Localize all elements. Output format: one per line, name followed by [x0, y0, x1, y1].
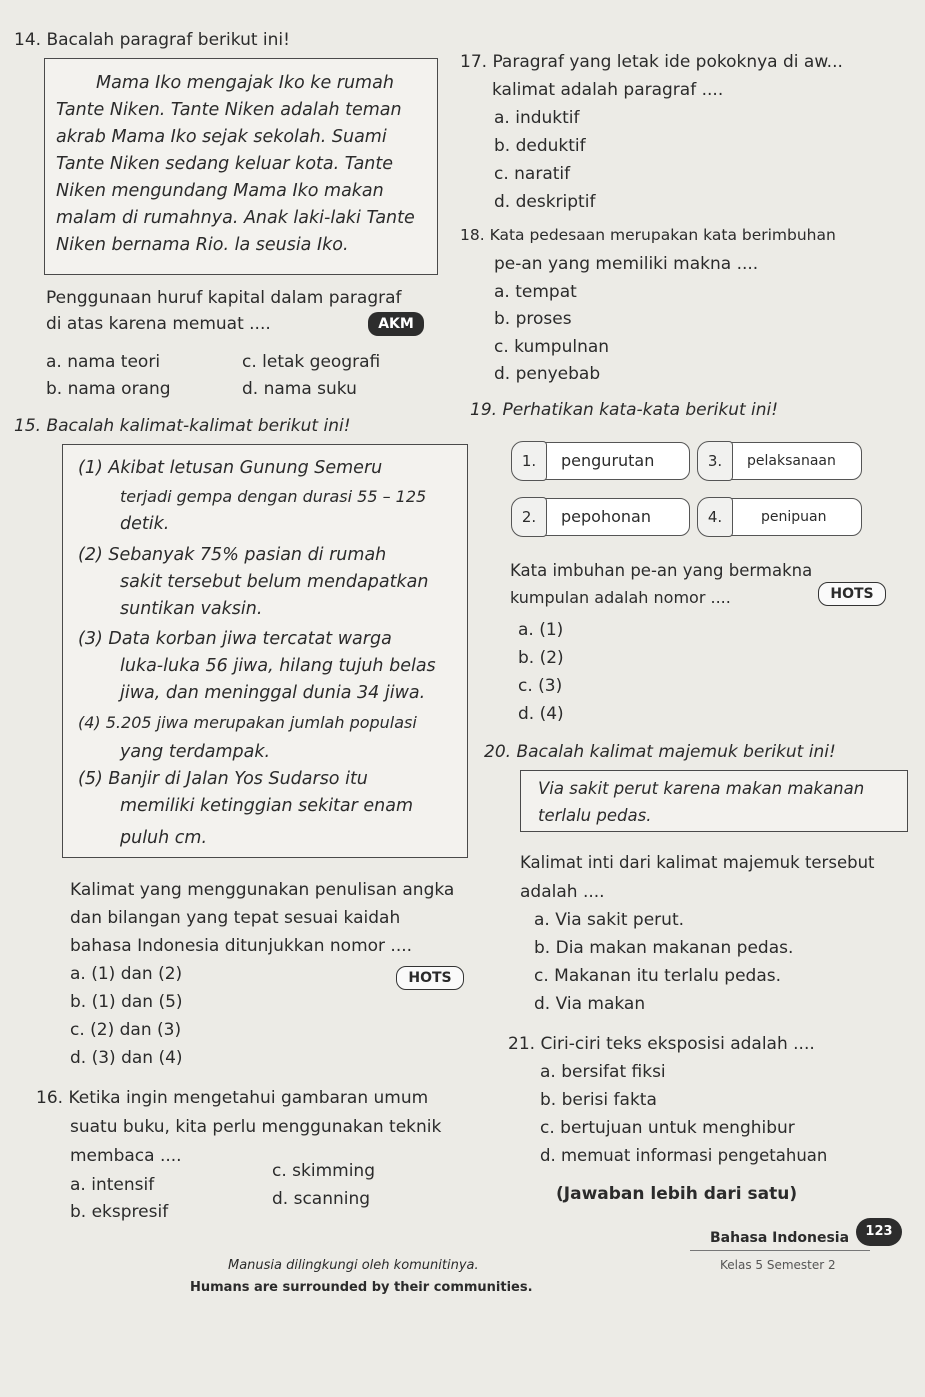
q14-question-line: di atas karena memuat ....: [46, 314, 271, 334]
q18-question-line: pe-an yang memiliki makna ....: [494, 254, 759, 274]
q19-word-number: 4.: [697, 497, 733, 537]
q17-question-line: kalimat adalah paragraf ....: [492, 80, 724, 100]
q20-question-line: adalah ....: [520, 882, 605, 902]
q14-passage-line: Niken mengundang Mama Iko makan: [56, 181, 384, 201]
q16-option-d[interactable]: d. scanning: [272, 1189, 371, 1209]
q16-option-a[interactable]: a. intensif: [70, 1175, 155, 1195]
q16-option-b[interactable]: b. ekspresif: [70, 1202, 169, 1222]
q16-option-c[interactable]: c. skimming: [272, 1161, 375, 1181]
q14-option-b[interactable]: b. nama orang: [46, 379, 171, 399]
q19-word-number: 1.: [511, 441, 547, 481]
q17-question-line: 17. Paragraf yang letak ide pokoknya di aw...: [460, 52, 843, 72]
q19-word-3: [698, 442, 862, 480]
hots-badge: HOTS: [396, 966, 464, 990]
q15-question-line: dan bilangan yang tepat sesuai kaidah: [70, 908, 401, 928]
q16-question-line: membaca ....: [70, 1146, 182, 1166]
q15-option-a[interactable]: a. (1) dan (2): [70, 964, 183, 984]
grade-label: Kelas 5 Semester 2: [720, 1258, 836, 1272]
q15-sentence-line: suntikan vaksin.: [120, 599, 263, 619]
q14-title: 14. Bacalah paragraf berikut ini!: [14, 30, 290, 50]
q14-passage-line: Tante Niken sedang keluar kota. Tante: [56, 154, 394, 174]
motto-english: Humans are surrounded by their communities.: [190, 1280, 533, 1295]
q15-sentence-line: luka-luka 56 jiwa, hilang tujuh belas: [120, 656, 436, 676]
q20-option-d[interactable]: d. Via makan: [534, 994, 646, 1014]
q15-sentence-line: detik.: [120, 514, 170, 534]
q15-sentence-line: jiwa, dan meninggal dunia 34 jiwa.: [120, 683, 426, 703]
q19-question-line: Kata imbuhan pe-an yang bermakna: [510, 561, 813, 580]
q15-sentence-line: (5) Banjir di Jalan Yos Sudarso itu: [78, 769, 368, 789]
q20-option-c[interactable]: c. Makanan itu terlalu pedas.: [534, 966, 782, 986]
q18-question-line: 18. Kata pedesaan merupakan kata berimbuhan: [460, 226, 836, 244]
q14-option-a[interactable]: a. nama teori: [46, 352, 161, 372]
q15-option-b[interactable]: b. (1) dan (5): [70, 992, 183, 1012]
q18-option-b[interactable]: b. proses: [494, 309, 572, 329]
q19-word-2: [512, 498, 690, 536]
q19-option-c[interactable]: c. (3): [518, 676, 563, 696]
q17-option-a[interactable]: a. induktif: [494, 108, 580, 128]
q20-sentence-line: Via sakit perut karena makan makanan: [538, 779, 865, 798]
q16-question-line: 16. Ketika ingin mengetahui gambaran umum: [36, 1088, 429, 1108]
q21-note: (Jawaban lebih dari satu): [556, 1184, 798, 1204]
q21-option-b[interactable]: b. berisi fakta: [540, 1090, 657, 1110]
q15-question-line: bahasa Indonesia ditunjukkan nomor ....: [70, 936, 413, 956]
q21-option-a[interactable]: a. bersifat fiksi: [540, 1062, 666, 1082]
q15-sentence-line: (3) Data korban jiwa tercatat warga: [78, 629, 392, 649]
q14-option-c[interactable]: c. letak geografi: [242, 352, 381, 372]
q21-option-c[interactable]: c. bertujuan untuk menghibur: [540, 1118, 795, 1138]
motto-indonesian: Manusia dilingkungi oleh komunitinya.: [228, 1258, 479, 1273]
q19-word-number: 3.: [697, 441, 733, 481]
subject-label: Bahasa Indonesia: [710, 1230, 850, 1246]
akm-badge: AKM: [368, 312, 424, 336]
q19-option-d[interactable]: d. (4): [518, 704, 564, 724]
page-number: 123: [856, 1218, 902, 1246]
q15-sentence-line: memiliki ketinggian sekitar enam: [120, 796, 414, 816]
q19-word-label: pengurutan: [561, 451, 655, 470]
q19-word-1: [512, 442, 690, 480]
q15-sentence-line: (4) 5.205 jiwa merupakan jumlah populasi: [78, 713, 417, 732]
q19-word-label: pelaksanaan: [747, 453, 836, 469]
q18-option-a[interactable]: a. tempat: [494, 282, 577, 302]
footer-divider: [690, 1250, 870, 1251]
q18-option-c[interactable]: c. kumpulnan: [494, 337, 610, 357]
q15-sentence-line: (2) Sebanyak 75% pasian di rumah: [78, 545, 387, 565]
q15-option-d[interactable]: d. (3) dan (4): [70, 1048, 183, 1068]
q21-question: 21. Ciri-ciri teks eksposisi adalah ....: [508, 1034, 815, 1054]
q19-option-a[interactable]: a. (1): [518, 620, 564, 640]
q15-sentence-line: terjadi gempa dengan durasi 55 – 125: [120, 487, 427, 506]
q20-option-a[interactable]: a. Via sakit perut.: [534, 910, 685, 930]
q20-question-line: Kalimat inti dari kalimat majemuk tersebut: [520, 853, 875, 872]
q14-passage-line: Tante Niken. Tante Niken adalah teman: [56, 100, 402, 120]
q19-word-number: 2.: [511, 497, 547, 537]
q20-option-b[interactable]: b. Dia makan makanan pedas.: [534, 938, 794, 958]
q15-sentence-line: sakit tersebut belum mendapatkan: [120, 572, 429, 592]
q14-passage-line: malam di rumahnya. Anak laki-laki Tante: [56, 208, 415, 228]
q16-question-line: suatu buku, kita perlu menggunakan teknik: [70, 1117, 442, 1137]
q15-question-line: Kalimat yang menggunakan penulisan angka: [70, 880, 455, 900]
q19-word-4: [698, 498, 862, 536]
q14-option-d[interactable]: d. nama suku: [242, 379, 357, 399]
q19-option-b[interactable]: b. (2): [518, 648, 564, 668]
q14-question-line: Penggunaan huruf kapital dalam paragraf: [46, 288, 402, 308]
q20-title: 20. Bacalah kalimat majemuk berikut ini!: [484, 742, 836, 762]
q15-sentence-line: yang terdampak.: [120, 742, 271, 762]
q15-sentence-line: (1) Akibat letusan Gunung Semeru: [78, 458, 383, 478]
q19-title: 19. Perhatikan kata-kata berikut ini!: [470, 400, 779, 420]
q19-word-label: penipuan: [761, 509, 827, 525]
q20-sentence-line: terlalu pedas.: [538, 806, 652, 825]
q21-option-d[interactable]: d. memuat informasi pengetahuan: [540, 1146, 828, 1165]
q15-title: 15. Bacalah kalimat-kalimat berikut ini!: [14, 416, 351, 436]
q15-sentence-line: puluh cm.: [120, 828, 208, 848]
q14-passage-line: Niken bernama Rio. la seusia Iko.: [56, 235, 349, 255]
hots-badge: HOTS: [818, 582, 886, 606]
q14-passage-line: akrab Mama Iko sejak sekolah. Suami: [56, 127, 387, 147]
q17-option-b[interactable]: b. deduktif: [494, 136, 586, 156]
q19-word-label: pepohonan: [561, 507, 651, 526]
q14-passage-line: Mama Iko mengajak Iko ke rumah: [96, 73, 394, 93]
q17-option-c[interactable]: c. naratif: [494, 164, 571, 184]
q18-option-d[interactable]: d. penyebab: [494, 364, 601, 384]
q15-option-c[interactable]: c. (2) dan (3): [70, 1020, 182, 1040]
q17-option-d[interactable]: d. deskriptif: [494, 192, 596, 212]
q19-question-line: kumpulan adalah nomor ....: [510, 588, 731, 607]
